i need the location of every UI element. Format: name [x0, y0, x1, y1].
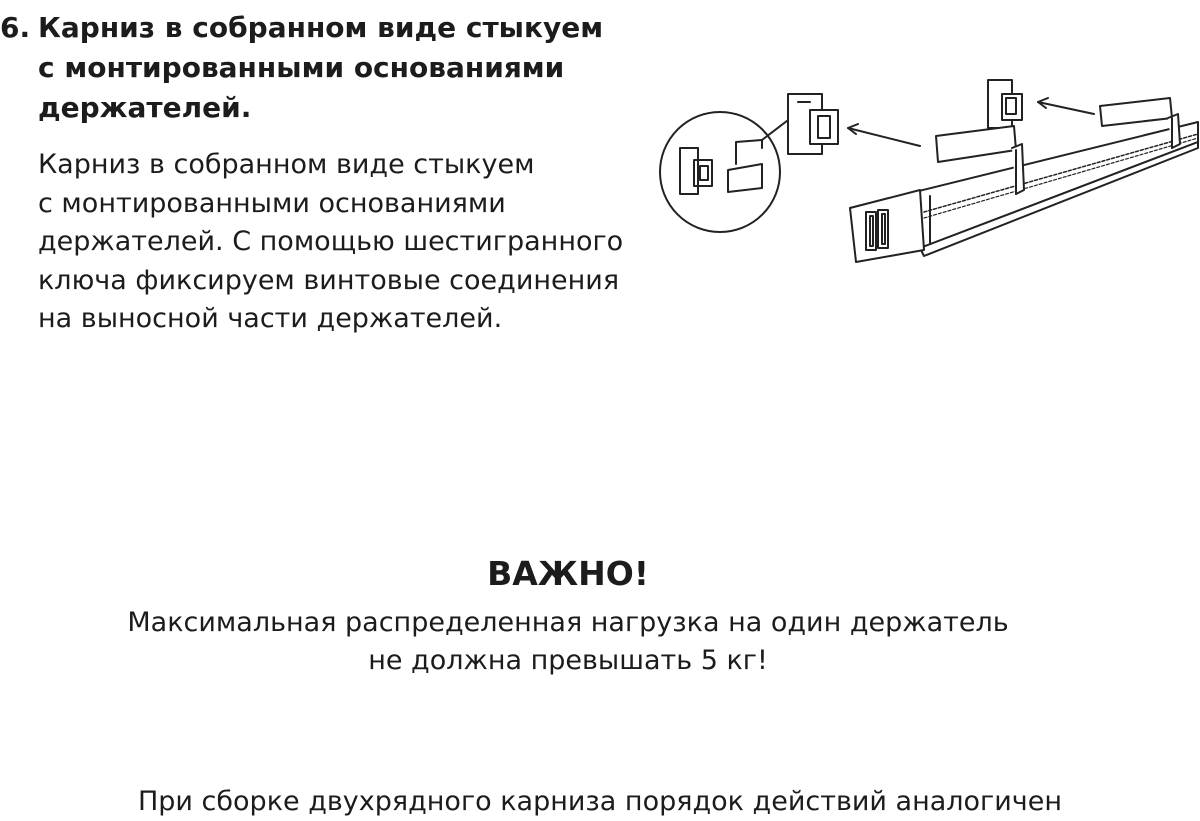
step-title: Карниз в собранном виде стыкуем с монтированными основаниями держателей. — [38, 11, 604, 124]
wall-holder-left-icon — [788, 94, 838, 154]
curtain-rod-assembly-icon — [650, 72, 1200, 272]
curtain-rod-assembly-illustration — [650, 72, 1200, 272]
curtain-rod-icon — [850, 98, 1198, 262]
footer-note: При сборке двухрядного карниза порядок действий аналогичен — [137, 786, 1063, 817]
wall-holder-right-icon — [988, 80, 1022, 128]
detail-magnifier-icon — [660, 112, 796, 232]
step-number: 6. — [0, 11, 31, 44]
load-warning-text: Максимальная распределенная нагрузка на один держатель не должна превышать 5 кг! — [127, 607, 1009, 676]
step-description: Карниз в собранном виде стыкуем с монтированными основаниями держателей. С помощью шестигранного ключа фиксируем винтовые соединения на выносной части держателей. — [38, 149, 624, 334]
important-heading: ВАЖНО! — [487, 554, 649, 593]
